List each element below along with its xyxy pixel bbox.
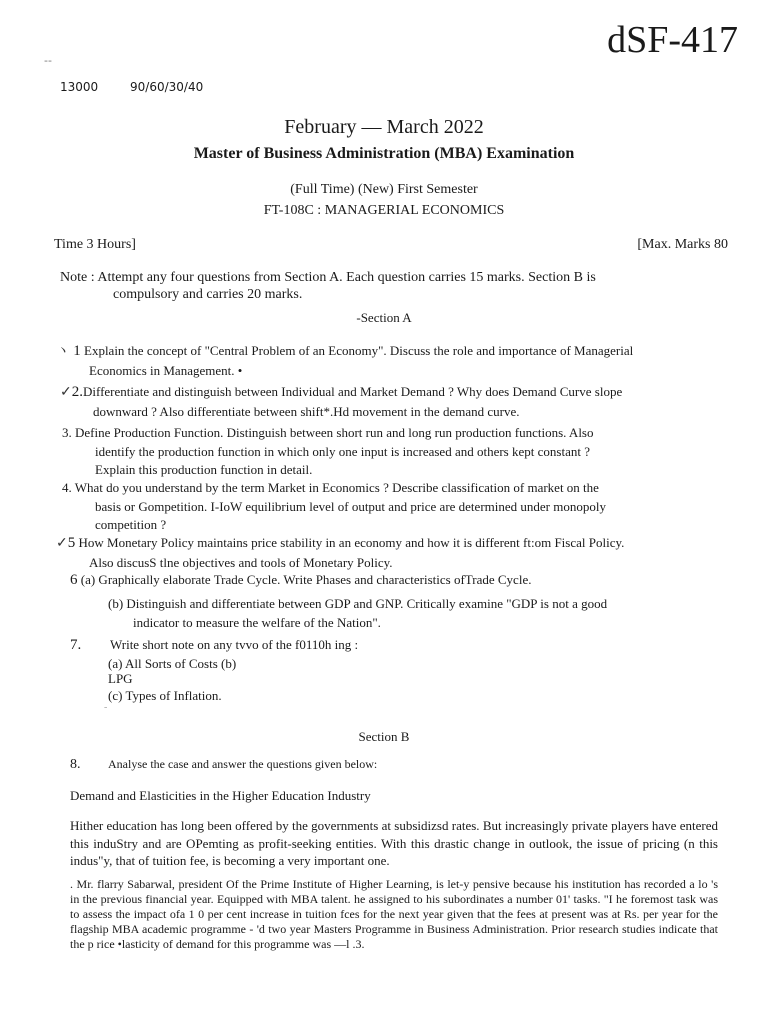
question-text-cont: competition ? xyxy=(95,517,167,532)
section-b-heading: Section B xyxy=(358,729,410,744)
semester-line: (Full Time) (New) First Semester xyxy=(290,182,478,197)
question-text-cont: indicator to measure the welfare of the Nation". xyxy=(133,614,381,630)
question-6a xyxy=(70,571,730,590)
case-title: Demand and Elasticities in the Higher Education Industry xyxy=(70,788,371,803)
question-number: 1 xyxy=(73,343,81,359)
question-4 xyxy=(62,479,722,535)
question-number: 8. xyxy=(70,757,81,772)
question-text-cont: Also discusS tlne objectives and tools of Monetary Policy. xyxy=(89,554,393,570)
q7-option-a: (a) All Sorts of Costs (b) xyxy=(108,656,237,671)
question-number: 6 xyxy=(70,572,78,588)
question-1 xyxy=(56,342,728,380)
question-text: (a) Graphically elaborate Trade Cycle. Write Phases and characteristics ofTrade Cycle. xyxy=(80,572,532,587)
question-7 xyxy=(70,637,358,654)
note-line-2: compulsory and carries 20 marks. xyxy=(113,287,303,302)
question-5 xyxy=(56,534,728,572)
stray-mark: - xyxy=(104,702,108,713)
question-text-cont: basis or Gompetition. I-IoW equilibrium level of output and price are determined under monopoly xyxy=(95,498,606,514)
question-number: 5 xyxy=(67,535,76,551)
paper-code: dSF-417 xyxy=(607,19,738,61)
marks-scheme: 90/60/30/40 xyxy=(130,80,204,94)
question-2 xyxy=(60,383,730,421)
tick-mark: ヽ xyxy=(56,344,70,359)
copy-count: 13000 xyxy=(60,80,99,94)
question-number: 7. xyxy=(70,637,82,653)
question-text: How Monetary Policy maintains price stability in an economy and how it is different ft:om Fiscal Policy. xyxy=(78,535,625,550)
question-text-cont: downward ? Also differentiate between shift*.Hd movement in the demand curve. xyxy=(93,403,520,419)
instructions-note xyxy=(60,269,730,303)
question-text-cont: identify the production function in which only one input is increased and others kept constant ? xyxy=(95,443,590,459)
section-a-heading: -Section A xyxy=(356,310,412,325)
case-paragraph-2: . Mr. flarry Sabarwal, president Of the Prime Institute of Higher Learning, is let-y pensive because his institution has recorded a lo 's in the previous financial year. Equipped with MBA talent. he assigned to his subordinates a number 01' tasks. "I he foremost task was to assess the impact ofa 1 0 per cent increase in tuition fces for the next year given that the fees at present was at Rs. per year for the flagship MBA academic programme - 'd two year Masters Programme in Business Administration. Prior research studies indicate that the p rice •lasticity of demand for this programme was —l .3. xyxy=(70,877,718,951)
q7-option-b: LPG xyxy=(108,671,133,686)
question-text: What do you understand by the term Market in Economics ? Describe classification of market on the xyxy=(74,480,599,495)
question-text: Differentiate and distinguish between Individual and Market Demand ? Why does Demand Curve slope xyxy=(82,384,623,399)
max-marks: [Max. Marks 80 xyxy=(637,237,728,252)
question-6b xyxy=(108,595,724,632)
question-text-cont: Economics in Management. • xyxy=(89,362,243,378)
question-number: 2. xyxy=(71,384,83,400)
question-text: Write short note on any tvvo of the f0110h ing : xyxy=(110,637,359,652)
corner-mark: -- xyxy=(44,54,52,67)
tick-mark: ✓ xyxy=(60,385,72,400)
question-text: Define Production Function. Distinguish between short run and long run production functions. Also xyxy=(75,425,594,440)
question-text: Analyse the case and answer the questions given below: xyxy=(108,757,378,771)
note-line-1: Note : Attempt any four questions from Section A. Each question carries 15 marks. Section B is xyxy=(60,270,596,285)
tick-mark: ✓ xyxy=(56,536,68,551)
question-8 xyxy=(70,757,377,773)
question-number: 4. xyxy=(62,480,72,495)
q7-option-c: (c) Types of Inflation. xyxy=(108,688,222,703)
question-text: Explain the concept of "Central Problem of an Economy". Discuss the role and importance of Managerial xyxy=(84,343,634,358)
case-paragraph-1: Hither education has long been offered by the governments at subsidizsd rates. But increasingly private players have entered this induStry and are OPemting as profit-seeking entities. With this drastic change in outlook, the issue of pricing (n this indus"y, that of tuition fee, is becoming a very important one. xyxy=(70,818,718,868)
question-text-cont: Explain this production function in detail. xyxy=(95,462,313,477)
time-limit: Time 3 Hours] xyxy=(54,237,136,252)
exam-title: Master of Business Administration (MBA) Examination xyxy=(193,145,575,162)
paper-title: FT-108C : MANAGERIAL ECONOMICS xyxy=(263,203,505,218)
exam-date: February — March 2022 xyxy=(284,116,484,138)
question-number: 3. xyxy=(62,425,72,440)
question-text: (b) Distinguish and differentiate between GDP and GNP. Critically examine "GDP is not a good xyxy=(108,596,608,611)
question-3 xyxy=(62,424,722,480)
